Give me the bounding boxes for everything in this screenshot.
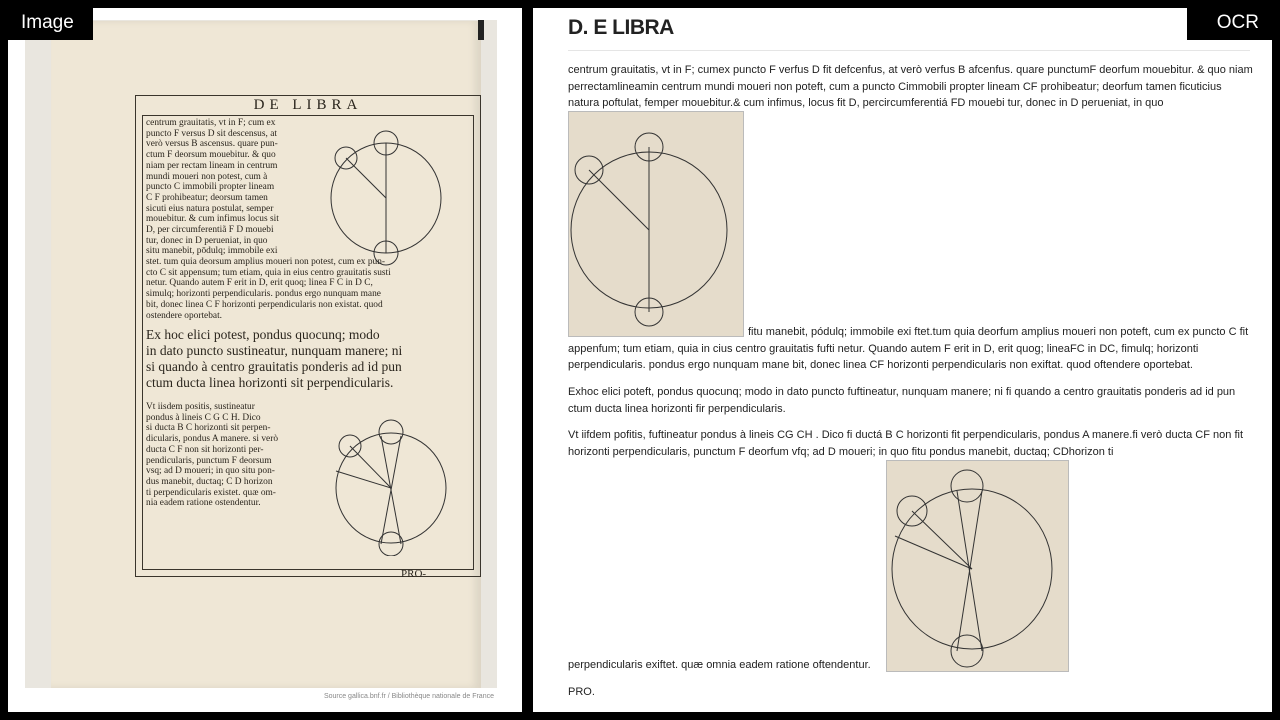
scan-line: si quando à centro grauitatis ponderis ad id pun xyxy=(146,359,402,374)
ocr-paragraph-1-continued: fitu manebit, pódulq; immobile exi ftet.tum quia deorfum amplius moueri non poteft, cum ex puncto C fit appenfum; tum etiam, quia in cius centro grauitatis fufti netur. Quando autem F erit in D, erit quog; lineaFC in DC, fimulq; horizonti perpendicularis. pondus ergo nunquam mane bit, donec linea CF horizonti perpendicularis non exiftat. quod oftendere oportebat. xyxy=(568,326,1249,371)
scan-line: verò versus B ascensus. quare pun- xyxy=(146,139,278,150)
scan-line: nia eadem ratione ostendentur. xyxy=(146,498,261,509)
scan-line: ctum ducta linea horizonti sit perpendicularis. xyxy=(146,375,394,390)
scan-line: si ducta B C horizonti sit perpen- xyxy=(146,423,271,434)
catchword: PRO- xyxy=(401,568,427,580)
scan-line: simulq; horizonti perpendicularis. pondus ergo nunquam mane xyxy=(146,289,381,300)
scanned-page xyxy=(51,21,481,688)
scan-line: vsq; ad D moueri; in quo situ pon- xyxy=(146,466,275,477)
ocr-paragraph-2: Exhoc elici poteft, pondus quocunq; modo in dato puncto fuftineatur, nunquam manere; ni fi quando a centro grauitatis ponderis ad id pun ctum ducta linea horizonti fir perpendicularis. xyxy=(568,386,1236,415)
scan-line: Vt iisdem positis, sustineatur xyxy=(146,402,255,412)
text-frame xyxy=(135,95,481,577)
scan-line: cto C sit appensum; tum etiam, quia in eius centro grauitatis susti xyxy=(146,267,391,278)
scan-diagram-2 xyxy=(326,416,466,556)
scan-line: D, per circumferentiã F D mouebi xyxy=(146,225,274,236)
scan-column-1 xyxy=(146,118,346,257)
ocr-panel xyxy=(533,8,1272,712)
scan-line: tur, donec in D perueniat, in quo xyxy=(146,235,268,246)
scan-corollary xyxy=(146,327,476,391)
ocr-figure-2 xyxy=(886,460,1069,672)
ocr-paragraph-3-continued: perpendicularis exiftet. quæ omnia eadem ratione oftendentur. xyxy=(568,659,871,671)
ocr-paragraph-4: PRO. xyxy=(568,686,595,698)
scan-line: Ex hoc elici potest, pondus quocunq; modo xyxy=(146,327,380,342)
scan-line: ducta C F non sit horizonti per- xyxy=(146,444,264,455)
scan-line: puncto C immobili propter lineam xyxy=(146,182,275,193)
scan-line: situ manebit, pōdulq; immobile exi xyxy=(146,246,278,257)
scan-diagram-1 xyxy=(326,118,446,268)
scan-line: C F prohibeatur; deorsum tamen xyxy=(146,192,268,203)
scan-line: puncto F versus D sit descensus, at xyxy=(146,128,277,139)
image-label: Image xyxy=(8,8,93,40)
scan-line: centrum grauitatis, vt in F; cum ex xyxy=(146,118,276,128)
scan-line: mouebitur. & cum infimus locus sit xyxy=(146,214,279,225)
scan-line: pondus à lineis C G C H. Dico xyxy=(146,412,261,423)
scan-line: pendicularis, punctum F deorsum xyxy=(146,455,272,466)
scan-line: stet. tum quia deorsum amplius moueri non potest, cum ex pun- xyxy=(146,257,386,267)
scan-line: ostendere oportebat. xyxy=(146,310,223,321)
scan-line: bit, donec linea C F horizonti perpendicularis non existat. quod xyxy=(146,299,383,310)
title-divider xyxy=(568,50,1250,51)
page-header: DE LIBRA xyxy=(253,97,363,113)
ocr-paragraph-3: Vt iifdem pofitis, fuftineatur pondus à lineis CG CH . Dico fi ductá B C horizonti fit perpendicularis, pondus A manere.fi verò ducta CF non fit horizonti perpendicularis, punctum F deorfum vfq; ad D moueri; in quo fitu pondus manebit, ductaq; CDhorizon ti xyxy=(568,429,1243,458)
scan-column-2 xyxy=(146,402,326,509)
scan-line: ctum F deorsum mouebitur. & quo xyxy=(146,150,276,161)
scan-line: ti perpendicularis existet. quæ om- xyxy=(146,487,276,498)
ocr-label: OCR xyxy=(1187,8,1272,40)
image-panel xyxy=(8,8,522,712)
scan-line: niam per rectam lineam in centrum xyxy=(146,160,278,171)
scan-line: dus manebit, ductaq; C D horizon xyxy=(146,476,273,487)
scan-line: dicularis, pondus A manere. si verò xyxy=(146,434,279,445)
scan-line: netur. Quando autem F erit in D, erit quoq; linea F C in D C, xyxy=(146,278,373,289)
ocr-paragraph-1: centrum grauitatis, vt in F; cumex puncto F verfus D fit defcenfus, at verò verfus B afcenfus. quare punctumF deorfum mouebitur. & quo niam perrectamlineamin centrum mundi moueri non poteft, cum a puncto Cimmobili propter lineam CF prohibeatur; deorfum tamen ficuticius natura poftulat, femper mouebitur.& cum infimus, locus fit D, percircumferentiá FD mouebi tur, donec in D perueniat, in quo xyxy=(568,64,1253,109)
ocr-figure-1 xyxy=(568,111,744,337)
spine-edge xyxy=(478,20,484,40)
ocr-title: D. E LIBRA xyxy=(568,16,674,39)
scan-line: mundi moueri non potest, cum à xyxy=(146,171,268,182)
scan-line: in dato puncto sustineatur, nunquam manere; ni xyxy=(146,343,403,358)
scan-line: sicuti eius natura postulat, semper xyxy=(146,203,274,214)
source-credit: Source gallica.bnf.fr / Bibliothèque nationale de France xyxy=(323,693,494,700)
